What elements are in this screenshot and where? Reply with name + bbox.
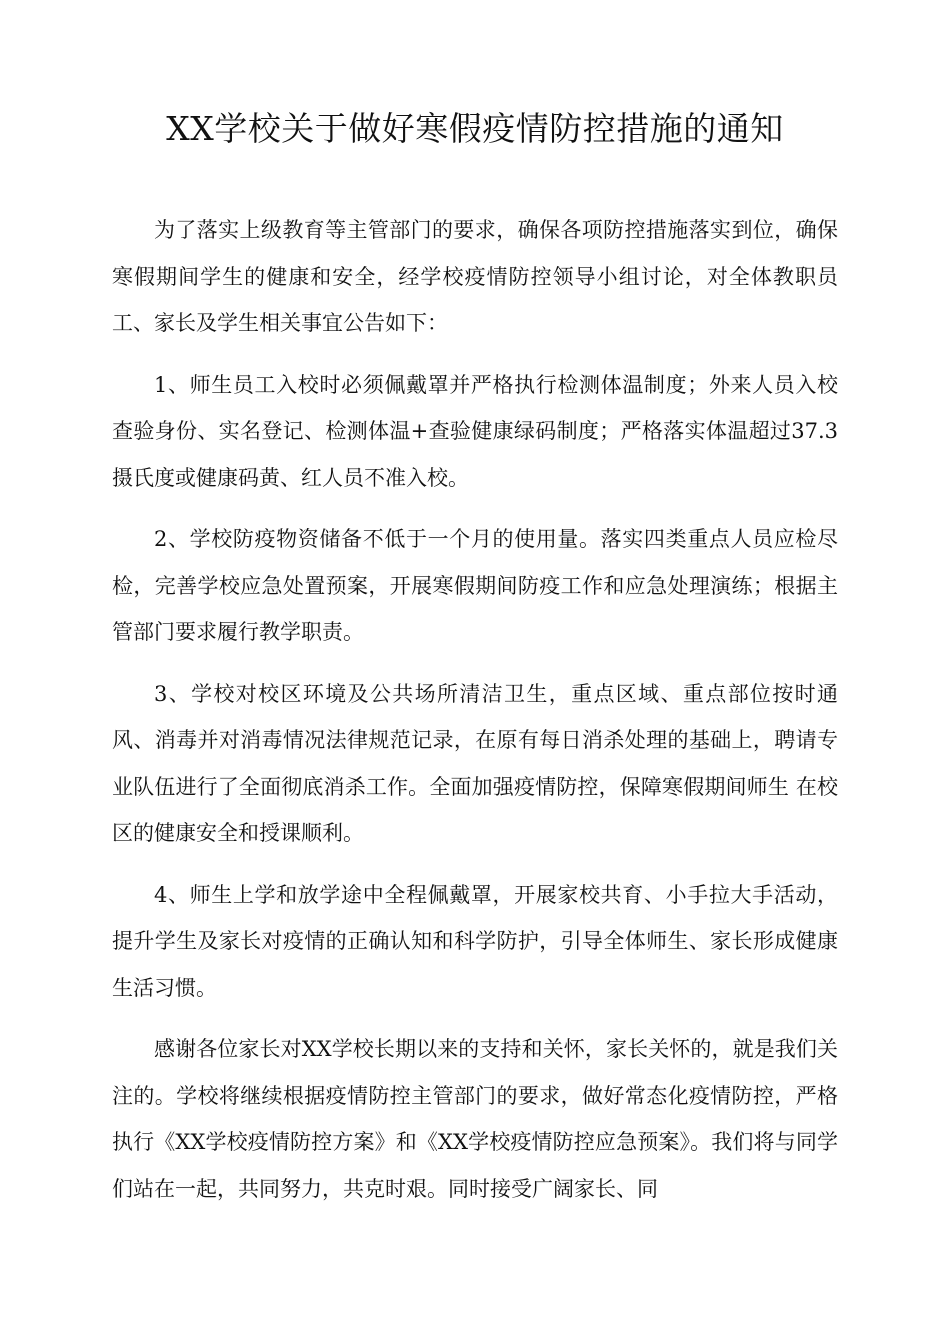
paragraph-item-4: 4、师生上学和放学途中全程佩戴罩，开展家校共育、小手拉大手活动，提升学生及家长对疫情的正确认知和科学防护，引导全体师生、家长形成健康生活习惯。 — [112, 882, 838, 1000]
paragraph-item-2: 2、学校防疫物资储备不低于一个月的使用量。落实四类重点人员应检尽检，完善学校应急处置预案，开展寒假期间防疫工作和应急处理演练；根据主管部门要求履行教学职责。 — [112, 527, 838, 644]
paragraph-intro: 为了落实上级教育等主管部门的要求，确保各项防控措施落实到位，确保寒假期间学生的健康和安全，经学校疫情防控领导小组讨论，对全体教职员工、家长及学生相关事宜公告如下： — [112, 218, 838, 335]
paragraph-item-1: 1、师生员工入校时必须佩戴罩并严格执行检测体温制度；外来人员入校查验身份、实名登记、检测体温+查验健康绿码制度；严格落实体温超过37.3摄氏度或健康码黄、红人员不准入校。 — [112, 372, 838, 490]
paragraph-closing: 感谢各位家长对XX学校长期以来的支持和关怀，家长关怀的，就是我们关注的。学校将继续根据疫情防控主管部门的要求，做好常态化疫情防控，严格执行《XX学校疫情防控方案》和《XX学校疫情防控应急预案》。我们将与同学们站在一起，共同努力，共克时艰。同时接受广阔家长、同 — [112, 1037, 838, 1201]
document-body — [112, 207, 838, 1212]
paragraph-item-3: 3、学校对校区环境及公共场所清洁卫生，重点区域、重点部位按时通风、消毒并对消毒情况法律规范记录，在原有每日消杀处理的基础上，聘请专 业队伍进行了全面彻底消杀工作。全面加强疫情防控，保障寒假期间师生 在校区的健康安全和授课顺利。 — [112, 681, 838, 845]
document-title: XX学校关于做好寒假疫情防控措施的通知 — [166, 109, 784, 148]
